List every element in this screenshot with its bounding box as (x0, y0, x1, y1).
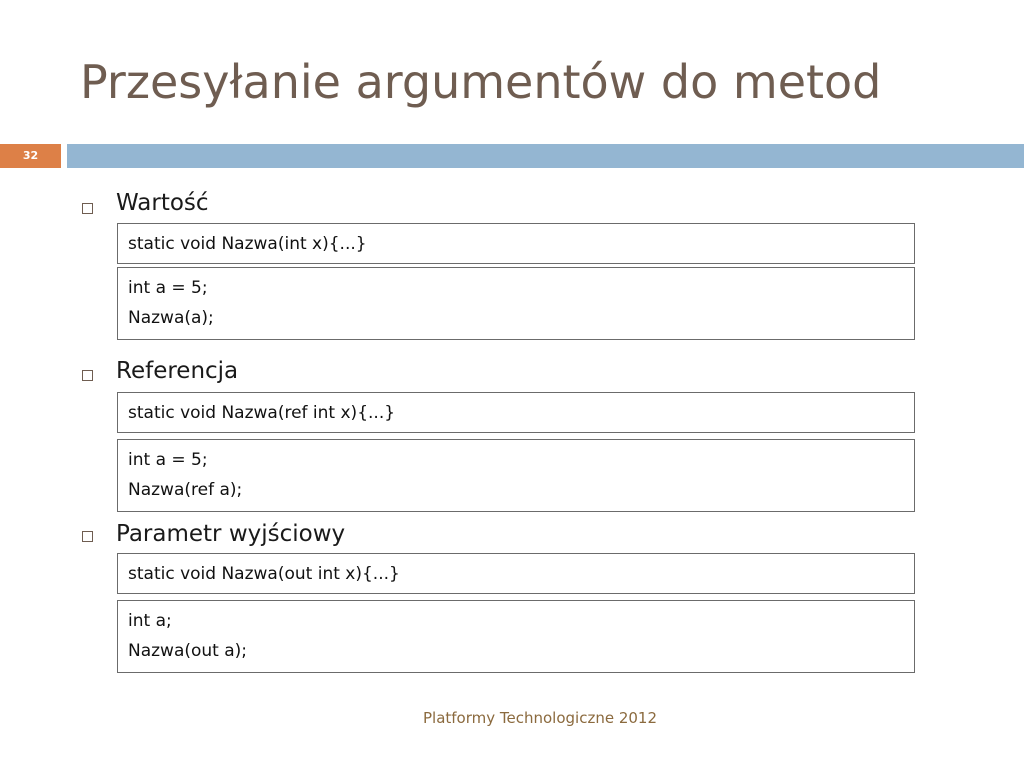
code-box-usage-reference (117, 439, 915, 512)
code-box-usage-value (117, 267, 915, 340)
code-line: Nazwa(ref a); (128, 480, 243, 500)
code-box-signature-reference (117, 392, 915, 433)
code-line: static void Nazwa(int x){...} (128, 234, 367, 254)
code-line: static void Nazwa(ref int x){...} (128, 403, 396, 423)
code-line: int a = 5; (128, 278, 208, 298)
code-box-signature-value (117, 223, 915, 264)
code-box-signature-out (117, 553, 915, 594)
code-line: int a = 5; (128, 450, 208, 470)
section-heading-value: Wartość (116, 190, 209, 216)
code-line: int a; (128, 611, 172, 631)
section-heading-reference: Referencja (116, 358, 239, 384)
code-line: static void Nazwa(out int x){...} (128, 564, 400, 584)
code-line: Nazwa(a); (128, 308, 214, 328)
section-heading-out-param: Parametr wyjściowy (116, 521, 346, 547)
bullet-square-icon (82, 531, 93, 542)
header-divider-bar (67, 144, 1024, 168)
slide-number: 32 (22, 149, 39, 162)
code-line: Nazwa(out a); (128, 641, 248, 661)
footer-text: Platformy Technologiczne 2012 (422, 709, 658, 727)
code-box-usage-out (117, 600, 915, 673)
slide-title: Przesyłanie argumentów do metod (80, 55, 882, 109)
bullet-square-icon (82, 203, 93, 214)
slide-number-badge (0, 144, 61, 168)
bullet-square-icon (82, 370, 93, 381)
